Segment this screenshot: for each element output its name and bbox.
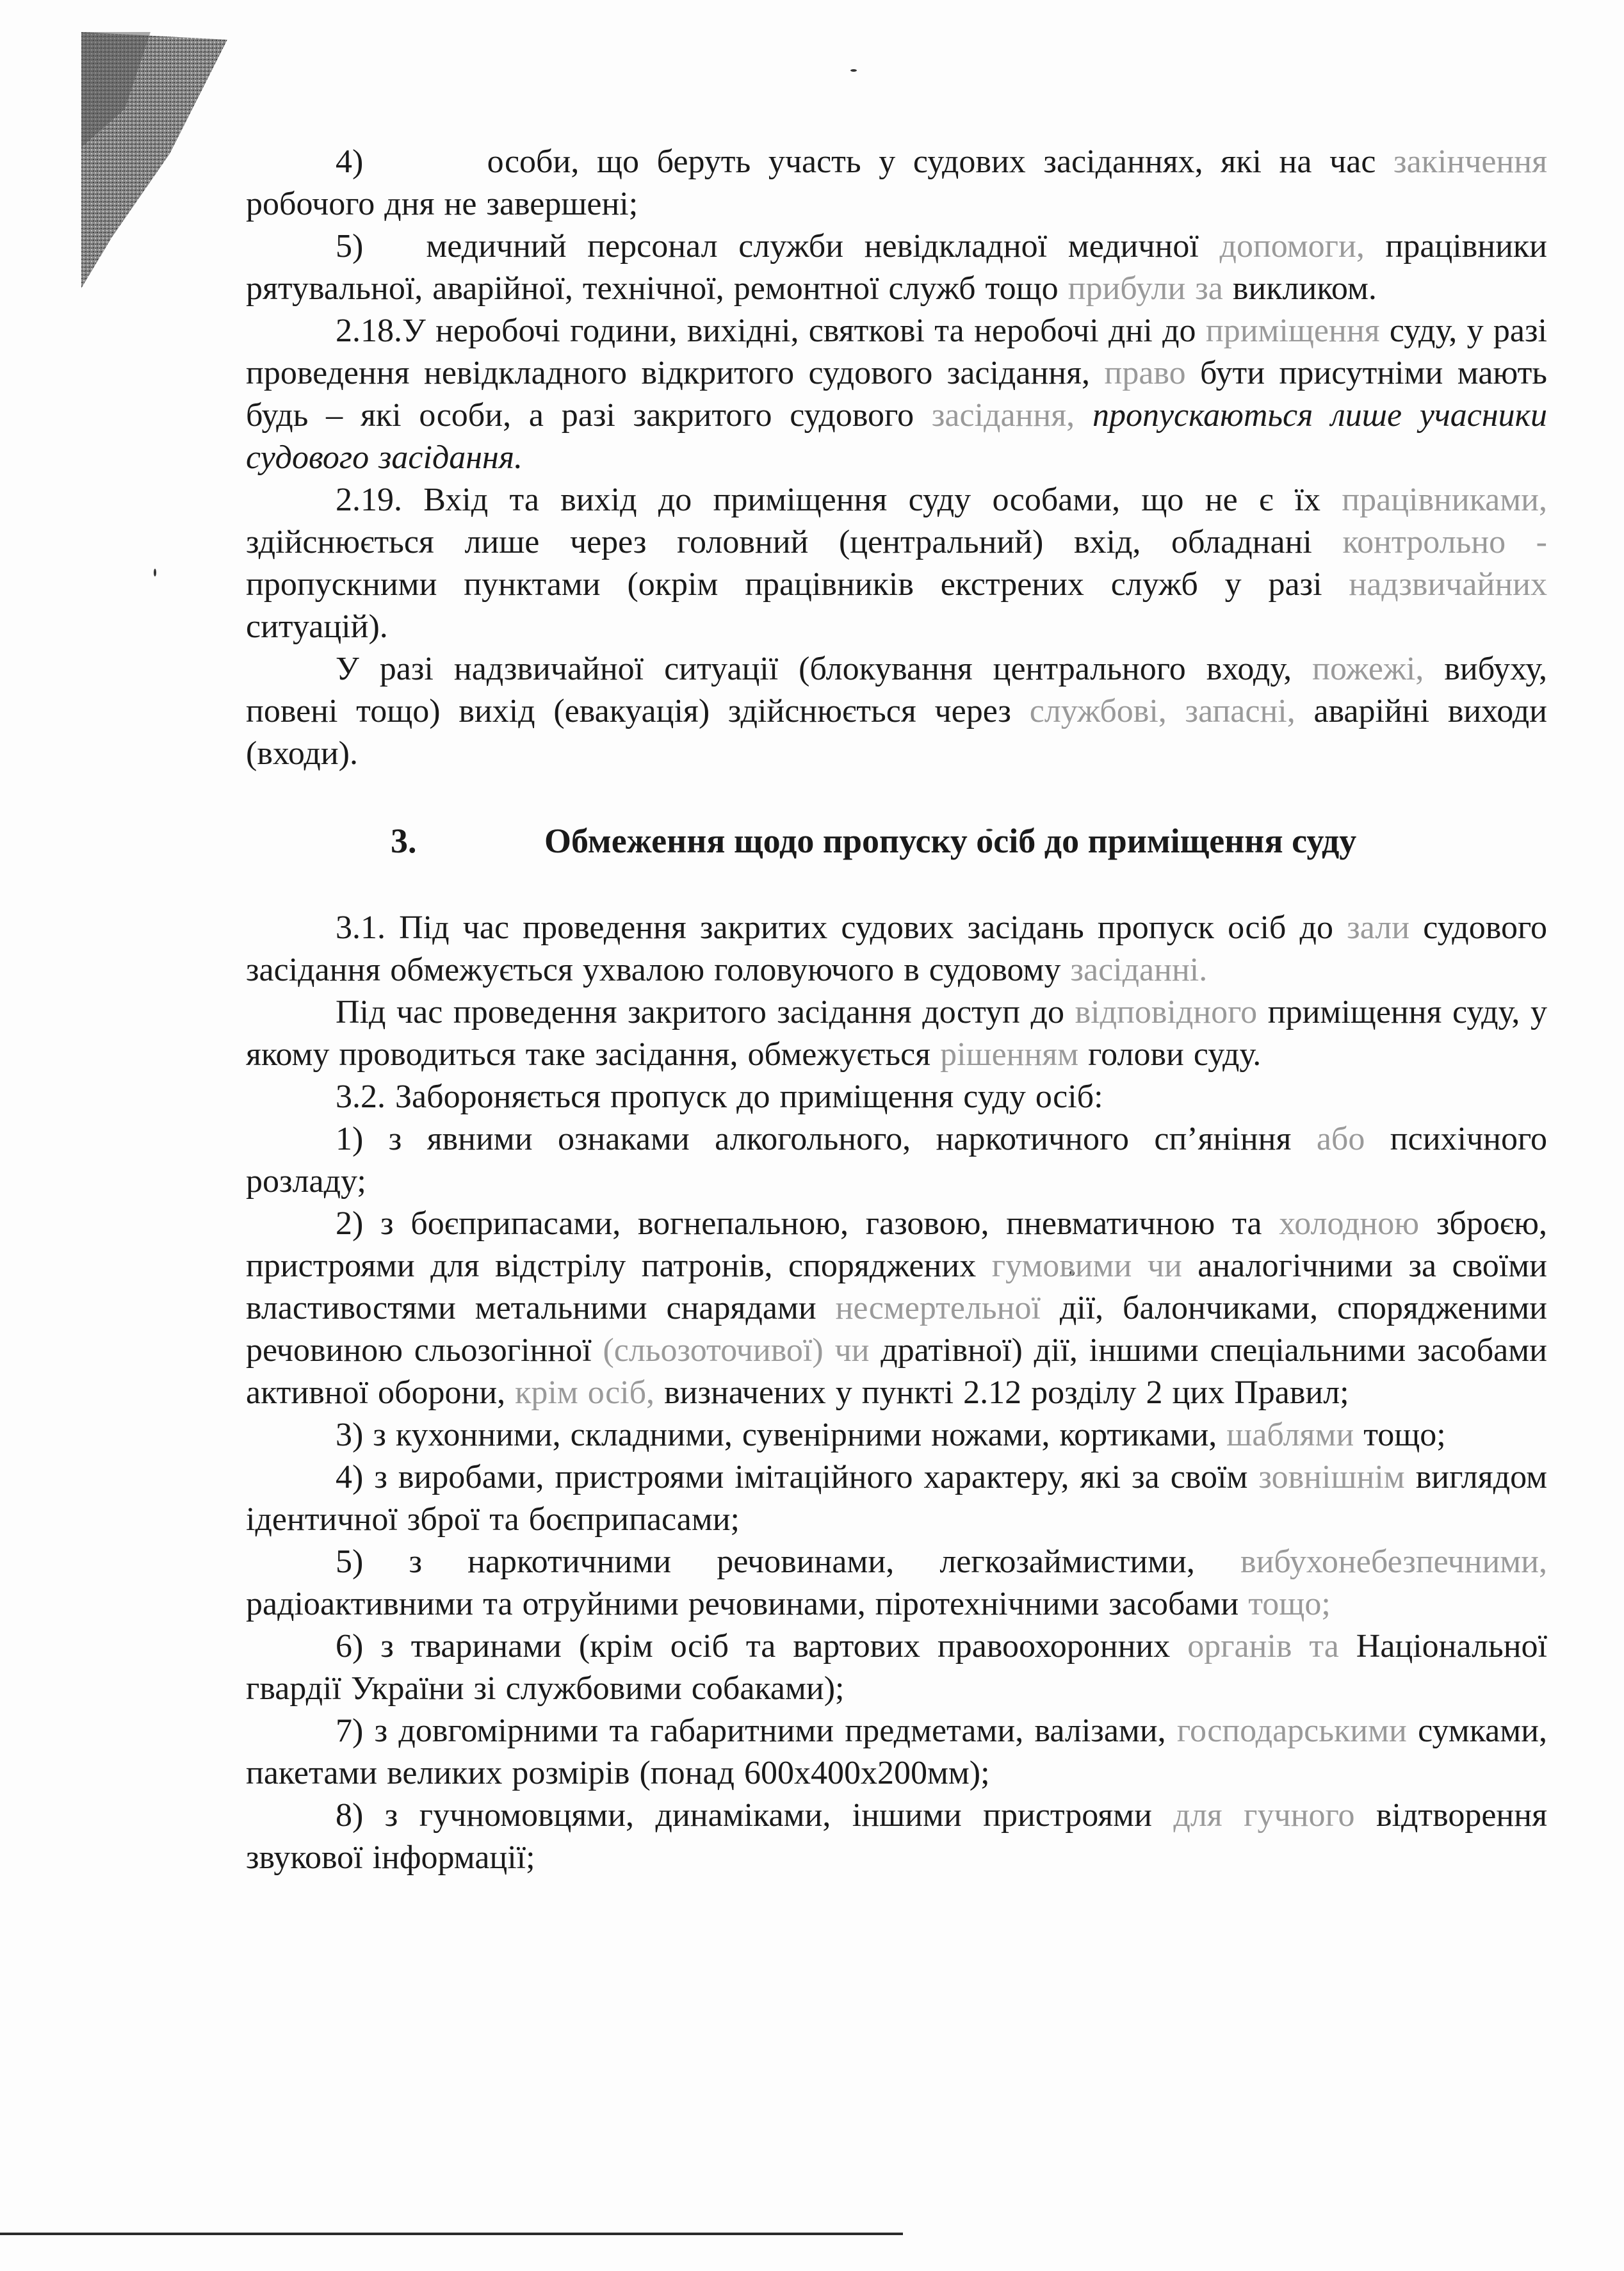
paragraph-ban-5 [246,1541,1547,1625]
paragraph-text: аналогічними за своїми властивостями метальними снарядами [246,1248,1547,1326]
paragraph-p-3-1 [246,907,1547,991]
paragraph-text: вибухонебезпечними, [1240,1543,1547,1580]
paragraph-text: судового засідання обмежується ухвалою головуючого в судовому [246,909,1547,988]
scan-shadow-corner [74,32,227,288]
paragraph-text: прибули за [1068,270,1223,307]
paragraph-text: контрольно - [1342,524,1547,560]
paragraph-text: викликом. [1222,270,1377,307]
paragraph-text: відповідного [1075,994,1258,1030]
paragraph-text: рішенням [940,1036,1079,1073]
paragraph-text: 2) з боєприпасами, вогнепальною, газовою, пневматичною та [336,1205,1279,1242]
paragraph-text: гумовими чи [991,1248,1182,1284]
paragraph-text: 3.1. Під час проведення закритих судових засідань пропуск осіб до [336,909,1347,946]
scan-speck [850,69,857,72]
paragraph-text: холодною [1279,1205,1420,1242]
paragraph-ban-1 [246,1118,1547,1203]
document-body [246,141,1547,1879]
paragraph-ban-8 [246,1795,1547,1879]
paragraph-ban-6 [246,1625,1547,1710]
paragraph-text: пожежі, [1312,651,1424,687]
paragraph-text: для гучного [1173,1797,1355,1834]
paragraph-text: 4) з виробами, пристроями імітаційного характеру, які за своїм [336,1459,1259,1495]
paragraph-text: зброєю, пристроями для відстрілу патронів, споряджених [246,1205,1548,1284]
paragraph-text: працівниками, [1342,482,1547,518]
paragraph-text: 5) медичний персонал служби невідкладної медичної [336,228,1220,265]
paragraph-item-4 [246,141,1547,225]
paragraph-p-2-19 [246,479,1547,648]
paragraph-text: право [1104,355,1186,391]
paragraph-text: 7) з довгомірними та габаритними предметами, валізами, [336,1713,1177,1749]
paragraph-text: або [1316,1121,1365,1157]
paragraph-text [1075,397,1092,434]
paragraph-text: дії, балончиками, спорядженими речовиною сльозогінної [246,1290,1547,1369]
paragraph-text: бути присутніми мають будь – які особи, а разі закритого судового [246,355,1548,434]
paragraph-text: Національної гвардії України зі службовими собаками); [246,1628,1547,1707]
paragraph-text: пропускними пунктами (окрім працівників екстрених служб у разі [246,566,1349,603]
paragraph-text: працівники рятувальної, аварійної, технічної, ремонтної служб тощо [246,228,1547,307]
paragraph-text: здійснюється лише через головний (центральний) вхід, обладнані [246,524,1343,560]
paragraph-p-3-2 [246,1076,1547,1118]
paragraph-text: 3) з кухонними, складними, сувенірними ножами, кортиками, [336,1417,1227,1453]
paragraph-ban-7 [246,1710,1547,1795]
paragraph-text: 5) з наркотичними речовинами, легкозаймистими, [336,1543,1241,1580]
paragraphs-top [246,141,1547,775]
paragraph-text: виглядом ідентичної зброї та боєприпасами; [246,1459,1548,1538]
paragraph-text: відтворення звукової інформації; [246,1797,1547,1876]
paragraphs-bottom [246,907,1547,1879]
paragraph-text: засідання, [931,397,1075,434]
paragraph-text: зали [1347,909,1410,946]
paragraph-text: робочого дня не завершені; [246,186,638,222]
paragraph-ban-3 [246,1414,1547,1456]
paragraph-text: несмертельної [835,1290,1041,1326]
paragraph-ban-2 [246,1203,1547,1414]
paragraph-item-5 [246,225,1547,310]
paragraph-text: приміщення суду, у якому проводиться таке засідання, обмежується [246,994,1547,1073]
paragraph-text: 4) особи, що беруть участь у судових засіданнях, які на час [336,143,1394,180]
paragraph-text: 2.19. Вхід та вихід до приміщення суду особами, що не є їх [336,482,1342,518]
paragraph-text: зовнішнім [1258,1459,1405,1495]
paragraph-text: закінчення [1393,143,1547,180]
paragraph-text: приміщення [1205,313,1380,349]
paragraph-text: вибуху, повені тощо) вихід (евакуація) здійснюється через [246,651,1548,729]
paragraph-text: 8) з гучномовцями, динаміками, іншими пристроями [336,1797,1174,1834]
paragraph-text: дратівної) дії, іншими спеціальними засобами активної оборони, [246,1332,1547,1411]
paragraph-text: 3.2. Забороняється пропуск до приміщення суду осіб: [336,1079,1103,1115]
paragraph-text: сумками, пакетами великих розмірів (понад 600х400х200мм); [246,1713,1547,1791]
paragraph-text: тощо; [1248,1586,1331,1622]
paragraph-text: суду, у разі проведення невідкладного відкритого судового засідання, [246,313,1547,391]
paragraph-ban-4 [246,1456,1547,1541]
paragraph-text: органів та [1187,1628,1339,1665]
paragraph-text: ситуацій). [246,608,388,645]
paragraph-text: шаблями [1226,1417,1354,1453]
paragraph-text: надзвичайних [1349,566,1547,603]
paragraph-text: господарськими [1176,1713,1407,1749]
paragraph-text: У разі надзвичайної ситуації (блокування центрального входу, [336,651,1313,687]
paragraph-p-2-18 [246,310,1547,479]
paragraph-text: пропускаються лише учасники судового засідання. [246,397,1548,476]
paragraph-text: (сльозоточивої) чи [603,1332,870,1369]
paragraph-text: тощо; [1354,1417,1446,1453]
paragraph-text: Під час проведення закритого засідання доступ до [336,994,1075,1030]
section-heading [246,818,1547,863]
paragraph-p-emergency [246,648,1547,775]
paragraph-p-closed-session [246,991,1547,1076]
paragraph-text: 2.18.У неробочі години, вихідні, святкові та неробочі дні до [336,313,1206,349]
paragraph-text: радіоактивними та отруйними речовинами, піротехнічними засобами [246,1586,1249,1622]
paragraph-text: 6) з тваринами (крім осіб та вартових правоохоронних [336,1628,1188,1665]
paragraph-text: крім осіб, [515,1374,655,1411]
paragraph-text: голови суду. [1078,1036,1262,1073]
paragraph-text: службові, запасні, [1029,693,1295,729]
bottom-rule [0,2233,903,2235]
section-title: Обмеження щодо пропуску осіб до приміщення суду [544,822,1357,860]
paragraph-text: допомоги, [1219,228,1365,265]
paragraph-text: аварійні виходи (входи). [246,693,1547,772]
paragraph-text: визначених у пункті 2.12 розділу 2 цих Правил; [654,1374,1349,1411]
section-number: 3. [391,822,417,860]
paragraph-text: засіданні. [1070,952,1208,988]
paragraph-text: психічного розладу; [246,1121,1547,1200]
scan-speck [154,569,156,576]
paragraph-text: 1) з явними ознаками алкогольного, наркотичного сп’яніння [336,1121,1317,1157]
